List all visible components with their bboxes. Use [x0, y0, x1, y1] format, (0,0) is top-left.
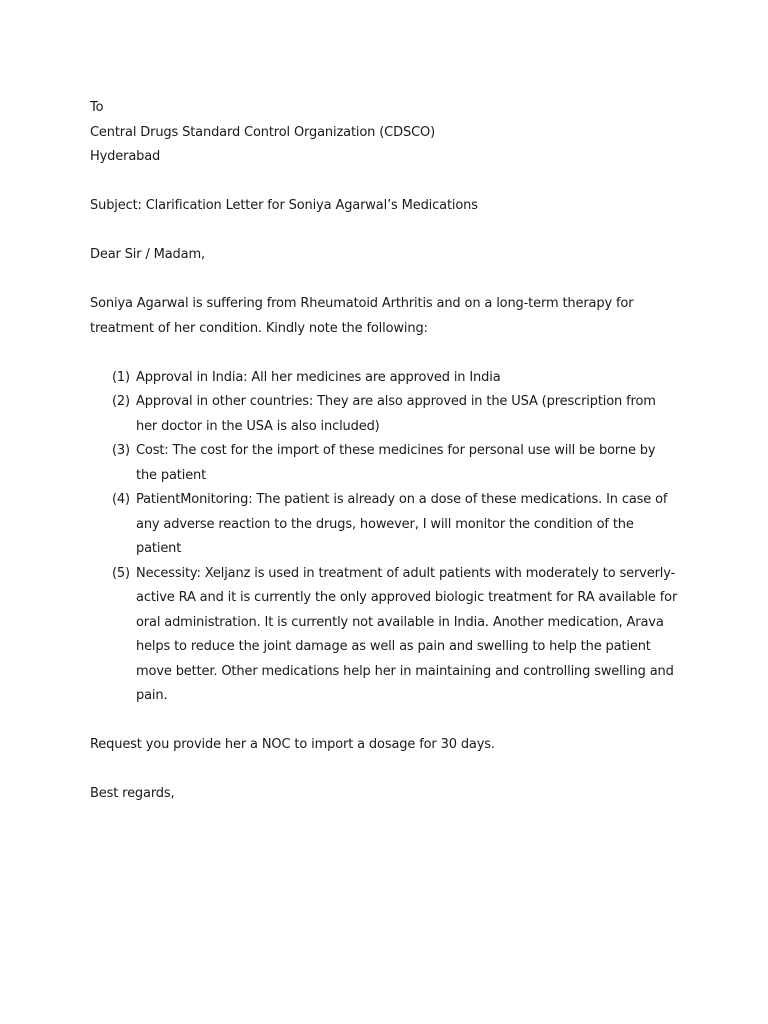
list-item-text: Cost: The cost for the import of these medicines for personal use will be borne by the patient	[136, 443, 656, 483]
list-item-text: PatientMonitoring: The patient is already on a dose of these medications. In case of any adverse reaction to the drugs, however, I will monitor the condition of the patient	[136, 492, 668, 556]
list-item-number: (3)	[112, 443, 130, 458]
list-item-number: (5)	[112, 565, 130, 581]
list-item	[90, 366, 680, 391]
list-item-number: (1)	[112, 369, 130, 385]
letter-subject: Subject: Clarification Letter for Soniya Agarwal’s Medications	[90, 198, 478, 213]
points-list	[90, 366, 690, 709]
letter-closing: Best regards,	[90, 786, 175, 801]
recipient-organization: Central Drugs Standard Control Organization (CDSCO)	[90, 124, 436, 140]
list-item-text: Necessity: Xeljanz is used in treatment of adult patients with moderately to serverly-active RA and it is currently the only approved biologic treatment for RA available for oral administration. It is currently not available in India. Another medication, Arava helps to reduce the joint damage as well as pain and swelling to help the patient move better. Other medications help her in maintaining and controlling swelling and pain.	[136, 565, 678, 703]
list-item-number: (4)	[112, 492, 130, 507]
list-item	[90, 439, 680, 488]
letter-body	[90, 96, 690, 807]
intro-paragraph: Soniya Agarwal is suffering from Rheumatoid Arthritis and on a long-term therapy for treatment of her condition. Kindly note the following:	[90, 296, 634, 336]
list-item-number: (2)	[112, 394, 130, 409]
list-item	[90, 488, 680, 562]
recipient-to: To	[90, 100, 104, 115]
list-item	[90, 390, 680, 439]
list-item	[90, 562, 680, 709]
request-line: Request you provide her a NOC to import a dosage for 30 days.	[90, 737, 495, 752]
list-item-text: Approval in other countries: They are also approved in the USA (prescription from her doctor in the USA is also included)	[136, 394, 656, 434]
letter-salutation: Dear Sir / Madam,	[90, 247, 205, 262]
recipient-city: Hyderabad	[90, 149, 161, 164]
list-item-text: Approval in India: All her medicines are approved in India	[136, 369, 501, 385]
